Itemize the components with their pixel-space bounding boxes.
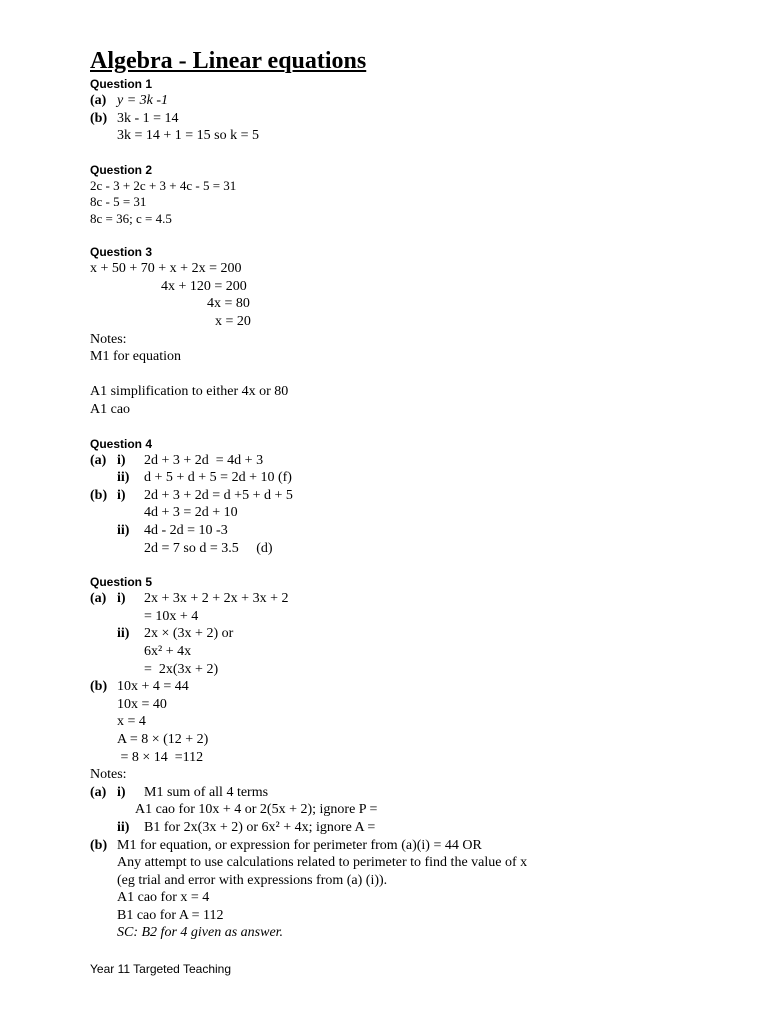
q5-a-ii-line3: = 2x(3x + 2) <box>144 661 219 677</box>
q3-notes-label: Notes: <box>90 331 127 347</box>
q5-note-b-line: SC: B2 for 4 given as answer. <box>117 925 284 941</box>
q1-part-b <box>90 110 730 128</box>
q1-part-a <box>90 92 730 110</box>
q5-a-i-line2: = 10x + 4 <box>144 608 199 624</box>
q5-note-b-line: (eg trial and error with expressions from (a) (i)). <box>117 872 388 888</box>
q2-line: 8c = 36; c = 4.5 <box>90 210 172 226</box>
q5-a-ii-label: ii) <box>117 626 130 642</box>
q4-b-ii-line2: 2d = 7 so d = 3.5 (d) <box>144 540 273 556</box>
question-5-heading: Question 5 <box>90 575 153 590</box>
question-1-heading: Question 1 <box>90 77 153 91</box>
q4-a-i <box>90 452 730 470</box>
q1-b-line1: 3k - 1 = 14 <box>117 110 179 126</box>
q4-b-i-label: i) <box>117 487 126 503</box>
q1-a-text: y = 3k -1 <box>117 93 169 108</box>
q1-b-line2: 3k = 14 + 1 = 15 so k = 5 <box>117 128 260 144</box>
q4-b-ii-label: ii) <box>117 523 130 538</box>
q4-b-i-line2: 4d + 3 = 2d + 10 <box>144 505 238 521</box>
q4-b-label: (b) <box>90 487 108 503</box>
page-title: Algebra - Linear equations <box>90 48 367 74</box>
q5-a-i-text: 2x + 3x + 2 + 2x + 3x + 2 <box>144 591 289 607</box>
q4-a-i-label: i) <box>117 452 126 468</box>
q5-note-b <box>90 837 730 855</box>
question-4-heading: Question 4 <box>90 436 153 451</box>
q5-b-line: A = 8 × (12 + 2) <box>117 731 209 747</box>
q5-note-b-text: M1 for equation, or expression for perimeter from (a)(i) = 44 OR <box>117 837 482 853</box>
question-2-heading: Question 2 <box>90 162 153 177</box>
q5-a-ii-text: 2x × (3x + 2) or <box>144 626 234 642</box>
q5-b-line: 10x = 40 <box>117 696 167 712</box>
q5-note-b-line: A1 cao for x = 4 <box>117 890 210 906</box>
q2-line: 8c - 5 = 31 <box>90 194 147 210</box>
page-footer: Year 11 Targeted Teaching <box>90 962 232 976</box>
q5-note-a-label: (a) <box>90 784 107 800</box>
q4-b-ii <box>90 522 730 540</box>
q5-note-ii-label: ii) <box>117 819 130 835</box>
q5-a-ii-line2: 6x² + 4x <box>144 643 192 659</box>
q2-line: 2c - 3 + 2c + 3 + 4c - 5 = 31 <box>90 177 237 193</box>
q5-b-line: = 8 × 14 =112 <box>117 749 204 765</box>
q4-b-ii-text: 4d - 2d = 10 -3 <box>144 523 228 538</box>
q5-notes-label: Notes: <box>90 767 127 783</box>
q3-note: M1 for equation <box>90 349 181 365</box>
q5-note-b-line: B1 cao for A = 112 <box>117 907 224 923</box>
q1-b-label: (b) <box>90 110 108 126</box>
q5-b-label: (b) <box>90 679 108 695</box>
q3-line: 4x = 80 <box>207 296 250 312</box>
q5-note-b-line: Any attempt to use calculations related to perimeter to find the value of x <box>117 855 528 871</box>
q1-a-label: (a) <box>90 93 107 108</box>
q3-line: 4x + 120 = 200 <box>161 278 247 294</box>
q5-a-i <box>90 590 730 608</box>
q5-a-ii <box>90 625 730 643</box>
question-3-heading: Question 3 <box>90 245 153 260</box>
q3-note: A1 simplification to either 4x or 80 <box>90 384 289 400</box>
q5-note-b-label: (b) <box>90 837 108 853</box>
q5-b <box>90 678 730 696</box>
q3-line: x + 50 + 70 + x + 2x = 200 <box>90 261 242 277</box>
q4-a-label: (a) <box>90 452 107 468</box>
q3-line: x = 20 <box>215 314 251 330</box>
q4-a-ii <box>90 469 730 487</box>
q5-b-text: 10x + 4 = 44 <box>117 679 189 695</box>
q4-a-ii-text: d + 5 + d + 5 = 2d + 10 (f) <box>144 470 292 486</box>
q3-note: A1 cao <box>90 402 131 418</box>
q4-a-ii-label: ii) <box>117 470 130 486</box>
q5-a-label: (a) <box>90 591 107 607</box>
q5-a-i-label: i) <box>117 591 126 607</box>
q5-note-a-ii <box>90 819 730 837</box>
q5-note-a-i-line2: A1 cao for 10x + 4 or 2(5x + 2); ignore P = <box>135 802 378 818</box>
q5-note-a-i-text: M1 sum of all 4 terms <box>144 784 269 800</box>
q5-b-line: x = 4 <box>117 714 146 730</box>
q4-b-i <box>90 487 730 505</box>
q5-note-a-i <box>90 784 730 802</box>
q5-note-a-ii-text: B1 for 2x(3x + 2) or 6x² + 4x; ignore A = <box>144 819 376 835</box>
q4-b-i-text: 2d + 3 + 2d = d +5 + d + 5 <box>144 487 293 503</box>
q4-a-i-text: 2d + 3 + 2d = 4d + 3 <box>144 452 264 468</box>
q5-note-i-label: i) <box>117 784 126 800</box>
worksheet-page <box>90 46 730 942</box>
